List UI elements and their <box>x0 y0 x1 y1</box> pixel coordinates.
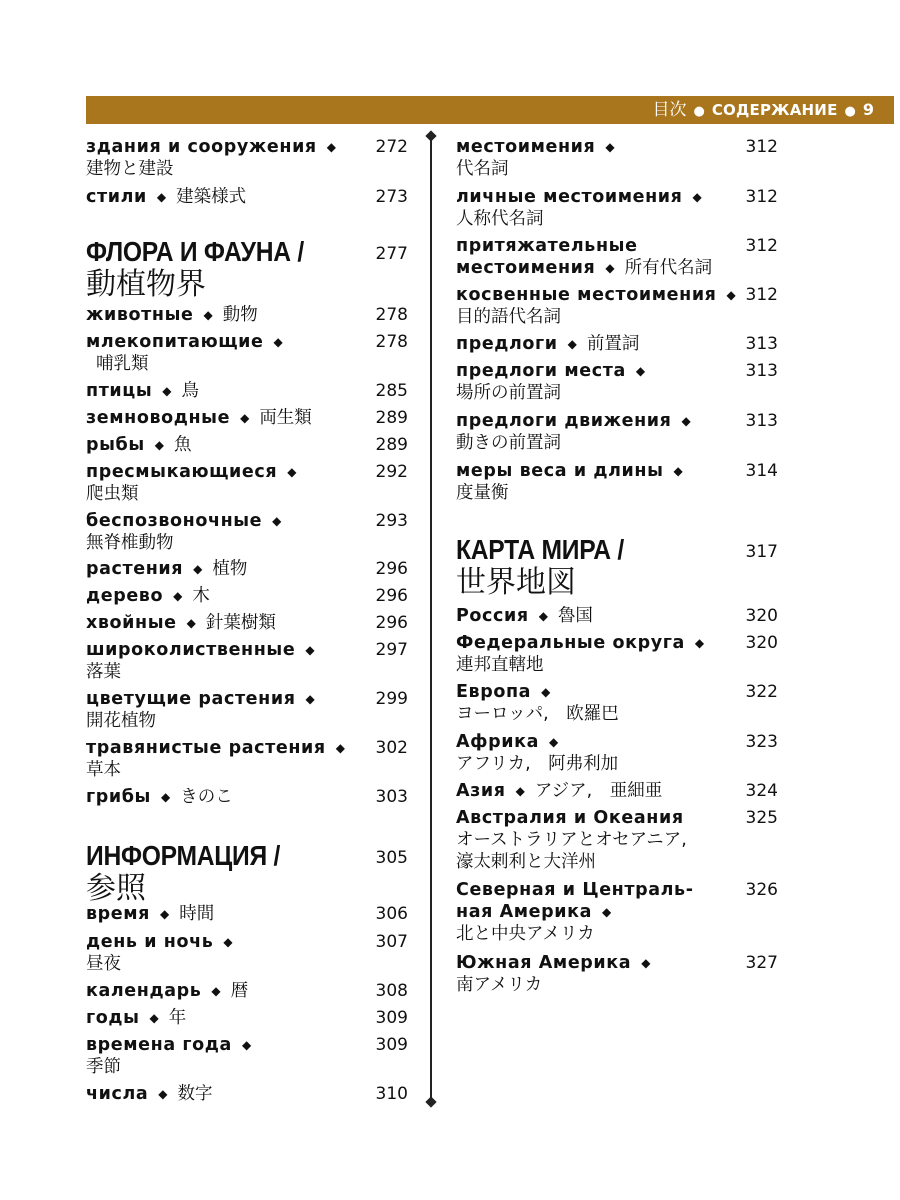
entry-page: 278 <box>375 332 408 352</box>
section-heading[interactable] <box>456 534 778 600</box>
entry-page: 312 <box>745 187 778 207</box>
bullet-icon: ◆ <box>541 685 551 699</box>
bullet-icon: ◆ <box>602 905 612 919</box>
entry-ja: 木 <box>192 586 210 606</box>
bullet-icon: ◆ <box>158 1087 168 1101</box>
toc-entry[interactable] <box>86 407 408 429</box>
entry-page: 312 <box>745 285 778 305</box>
toc-entry[interactable] <box>456 681 778 725</box>
entry-ja: きのこ <box>180 787 233 807</box>
entry-page: 324 <box>745 781 778 801</box>
section-ja: 世界地図 <box>456 565 576 600</box>
entry-page: 313 <box>745 361 778 381</box>
toc-entry[interactable] <box>86 688 408 732</box>
toc-entry[interactable] <box>456 807 778 873</box>
bullet-icon: ◆ <box>211 984 221 998</box>
toc-entry[interactable] <box>86 639 408 683</box>
header-ja: 目次 <box>652 100 687 120</box>
column-divider <box>430 136 432 1102</box>
entry-ja: 場所の前置詞 <box>456 383 561 403</box>
entry-ru: рыбы <box>86 435 145 455</box>
entry-page: 314 <box>745 461 778 481</box>
bullet-icon: ◆ <box>681 414 691 428</box>
entry-ja: 暦 <box>230 981 249 1001</box>
bullet-icon: ◆ <box>635 364 646 378</box>
bullet-icon: ◆ <box>193 562 203 576</box>
entry-ru: местоимения <box>456 258 596 278</box>
toc-entry[interactable] <box>86 136 408 180</box>
entry-ru: широколиственные <box>86 640 296 660</box>
entry-ru: травянистые растения <box>86 738 326 758</box>
entry-ru: Европа <box>456 682 532 702</box>
toc-entry[interactable] <box>86 585 408 607</box>
entry-page: 296 <box>375 613 408 633</box>
toc-entry[interactable] <box>86 737 408 781</box>
entry-ja: オーストラリアとオセアニア, <box>456 830 687 850</box>
entry-page: 296 <box>375 559 408 579</box>
entry-ru: время <box>86 904 151 924</box>
entry-page: 313 <box>745 411 778 431</box>
entry-ja: アジア, 亜細亜 <box>534 781 663 801</box>
entry-page: 273 <box>375 187 408 207</box>
section-ru: ФЛОРА И ФАУНА / <box>86 236 304 267</box>
entry-ja: 北と中央アメリカ <box>456 924 595 944</box>
toc-entry[interactable] <box>86 1034 408 1078</box>
entry-page: 320 <box>745 606 778 626</box>
entry-ja: 鳥 <box>181 381 200 401</box>
entry-ru: предлоги места <box>456 361 626 381</box>
entry-page: 308 <box>375 981 408 1001</box>
header-bullet-2: ● <box>844 104 856 119</box>
entry-ru: животные <box>86 305 194 325</box>
entry-ja: 数字 <box>177 1084 213 1104</box>
bullet-icon: ◆ <box>160 790 171 804</box>
toc-entry[interactable] <box>456 879 778 945</box>
section-ja: 動植物界 <box>86 267 206 302</box>
header-bar <box>86 96 894 124</box>
bullet-icon: ◆ <box>538 609 548 623</box>
toc-entry[interactable] <box>86 186 408 208</box>
entry-ja: 所有代名詞 <box>624 258 713 278</box>
entry-ja: 爬虫類 <box>86 484 139 504</box>
toc-entry[interactable] <box>86 510 408 554</box>
toc-entry[interactable] <box>86 380 408 402</box>
entry-page: 272 <box>375 137 408 157</box>
entry-ja: 無脊椎動物 <box>86 533 174 553</box>
bullet-icon: ◆ <box>673 464 683 478</box>
bullet-icon: ◆ <box>240 411 250 425</box>
toc-entry[interactable] <box>456 235 778 279</box>
toc-entry[interactable] <box>86 331 408 375</box>
entry-page: 278 <box>375 305 408 325</box>
entry-ja: 開花植物 <box>86 711 156 731</box>
entry-ru: Австралия и Океания <box>456 808 684 828</box>
entry-page: 289 <box>375 435 408 455</box>
toc-entry[interactable] <box>86 434 408 456</box>
entry-ru: ная Америка <box>456 902 593 922</box>
entry-ru: дерево <box>86 586 164 606</box>
bullet-icon: ◆ <box>605 261 615 275</box>
header-bullet-1: ● <box>693 104 705 119</box>
header-page-number: 9 <box>862 100 874 119</box>
entry-page: 310 <box>375 1084 408 1104</box>
entry-ja: 人称代名詞 <box>456 209 544 229</box>
toc-entry[interactable] <box>86 980 408 1002</box>
entry-page: 309 <box>375 1008 408 1028</box>
toc-entry[interactable] <box>86 461 408 505</box>
entry-page: 296 <box>375 586 408 606</box>
section-heading[interactable] <box>86 840 408 906</box>
entry-ru: пресмыкающиеся <box>86 462 278 482</box>
entry-ja: 前置詞 <box>586 334 640 354</box>
entry-ja: 建築様式 <box>176 187 247 207</box>
entry-ja: 動物 <box>222 305 258 325</box>
bullet-icon: ◆ <box>694 636 705 650</box>
entry-ru: личные местоимения <box>456 187 683 207</box>
toc-entry[interactable] <box>456 460 778 504</box>
entry-ru: грибы <box>86 787 151 807</box>
entry-ru: меры веса и длины <box>456 461 664 481</box>
entry-ja: 魚 <box>174 435 192 455</box>
entry-ja: 植物 <box>212 559 248 579</box>
entry-page: 293 <box>375 511 408 531</box>
entry-ja: 濠太剌利と大洋州 <box>456 852 596 872</box>
entry-ru: числа <box>86 1084 149 1104</box>
entry-ja: 両生類 <box>259 408 312 428</box>
entry-ja: 哺乳類 <box>96 354 149 374</box>
entry-page: 312 <box>745 236 778 256</box>
bullet-icon: ◆ <box>726 288 736 302</box>
entry-ru: Южная Америка <box>456 953 632 973</box>
toc-entry[interactable] <box>456 780 778 802</box>
section-heading[interactable] <box>86 236 408 302</box>
entry-ja: アフリカ, 阿弗利加 <box>456 754 619 774</box>
section-ja: 参照 <box>86 871 146 906</box>
toc-entry[interactable] <box>456 333 778 355</box>
entry-ru: млекопитающие <box>86 332 264 352</box>
entry-ru: цветущие растения <box>86 689 296 709</box>
entry-page: 307 <box>375 932 408 952</box>
entry-ja: 南アメリカ <box>456 975 543 995</box>
entry-ja: 建物と建設 <box>86 159 174 179</box>
bullet-icon: ◆ <box>162 384 172 398</box>
bullet-icon: ◆ <box>515 784 525 798</box>
bullet-icon: ◆ <box>156 190 167 204</box>
entry-page: 302 <box>375 738 408 758</box>
entry-ja: ヨーロッパ, 欧羅巴 <box>456 704 619 724</box>
toc-entry[interactable] <box>86 558 408 580</box>
entry-ja: 度量衡 <box>456 483 509 503</box>
section-ru: ИНФОРМАЦИЯ / <box>86 840 281 871</box>
bullet-icon: ◆ <box>203 308 213 322</box>
toc-entry[interactable] <box>86 1083 408 1105</box>
entry-ru: Северная и Централь- <box>456 880 694 900</box>
toc-entry[interactable] <box>86 903 408 925</box>
entry-ja: 連邦直轄地 <box>456 655 544 675</box>
entry-page: 306 <box>375 904 408 924</box>
entry-ru: Россия <box>456 606 529 626</box>
entry-ja: 動きの前置詞 <box>456 433 561 453</box>
bullet-icon: ◆ <box>335 741 345 755</box>
bullet-icon: ◆ <box>326 140 337 154</box>
entry-ru: земноводные <box>86 408 231 428</box>
entry-page: 312 <box>745 137 778 157</box>
entry-page: 322 <box>745 682 778 702</box>
entry-page: 309 <box>375 1035 408 1055</box>
section-page: 317 <box>745 542 778 562</box>
entry-page: 299 <box>375 689 408 709</box>
toc-entry[interactable] <box>456 186 778 230</box>
entry-ja: 昼夜 <box>86 954 121 974</box>
entry-ja: 代名詞 <box>456 159 509 179</box>
entry-ru: беспозвоночные <box>86 511 263 531</box>
entry-ru: местоимения <box>456 137 596 157</box>
entry-page: 325 <box>745 808 778 828</box>
bullet-icon: ◆ <box>567 337 577 351</box>
entry-ja: 目的語代名詞 <box>456 307 561 327</box>
entry-ru: притяжательные <box>456 236 638 256</box>
toc-entry[interactable] <box>456 632 778 676</box>
entry-ja: 季節 <box>86 1057 121 1077</box>
bullet-icon: ◆ <box>272 514 282 528</box>
entry-ru: календарь <box>86 981 202 1001</box>
entry-ru: хвойные <box>86 613 177 633</box>
entry-page: 313 <box>745 334 778 354</box>
bullet-icon: ◆ <box>173 589 183 603</box>
entry-ru: растения <box>86 559 184 579</box>
bullet-icon: ◆ <box>305 692 315 706</box>
entry-ru: времена года <box>86 1035 232 1055</box>
entry-ja: 年 <box>168 1008 187 1028</box>
toc-entry[interactable] <box>456 605 778 627</box>
entry-page: 289 <box>375 408 408 428</box>
entry-ja: 草本 <box>86 760 121 780</box>
entry-page: 297 <box>375 640 408 660</box>
header-text <box>652 96 874 124</box>
bullet-icon: ◆ <box>223 935 233 949</box>
bullet-icon: ◆ <box>160 907 170 921</box>
bullet-icon: ◆ <box>273 335 283 349</box>
entry-page: 292 <box>375 462 408 482</box>
entry-ru: предлоги движения <box>456 411 672 431</box>
bullet-icon: ◆ <box>287 465 297 479</box>
entry-ru: Азия <box>456 781 506 801</box>
toc-entry[interactable] <box>86 931 408 975</box>
bullet-icon: ◆ <box>692 190 702 204</box>
bullet-icon: ◆ <box>641 956 651 970</box>
entry-ja: 針葉樹類 <box>205 613 276 633</box>
bullet-icon: ◆ <box>548 735 559 749</box>
entry-ru: предлоги <box>456 334 558 354</box>
entry-page: 320 <box>745 633 778 653</box>
bullet-icon: ◆ <box>149 1011 159 1025</box>
entry-page: 303 <box>375 787 408 807</box>
toc-entry[interactable] <box>456 731 778 775</box>
entry-page: 285 <box>375 381 408 401</box>
bullet-icon: ◆ <box>154 438 165 452</box>
toc-entry[interactable] <box>86 612 408 634</box>
entry-page: 327 <box>745 953 778 973</box>
toc-entry[interactable] <box>456 136 778 180</box>
section-ru: КАРТА МИРА / <box>456 534 624 565</box>
entry-page: 326 <box>745 880 778 900</box>
bullet-icon: ◆ <box>605 140 615 154</box>
section-page: 277 <box>375 244 408 264</box>
entry-ja: 時間 <box>179 904 215 924</box>
entry-ru: Африка <box>456 732 539 752</box>
bullet-icon: ◆ <box>241 1038 252 1052</box>
toc-entry[interactable] <box>86 304 408 326</box>
section-page: 305 <box>375 848 408 868</box>
toc-entry[interactable] <box>456 360 778 404</box>
toc-entry[interactable] <box>456 410 778 454</box>
toc-entry[interactable] <box>456 284 778 328</box>
entry-ru: косвенные местоимения <box>456 285 717 305</box>
toc-entry[interactable] <box>456 952 778 996</box>
entry-ru: день и ночь <box>86 932 214 952</box>
bullet-icon: ◆ <box>186 616 196 630</box>
entry-ja: 魯国 <box>557 606 593 626</box>
entry-ru: стили <box>86 187 147 207</box>
toc-entry[interactable] <box>86 1007 408 1029</box>
toc-entry[interactable] <box>86 786 408 808</box>
header-title: СОДЕРЖАНИЕ <box>711 101 838 119</box>
entry-page: 323 <box>745 732 778 752</box>
entry-ja: 落葉 <box>86 662 121 682</box>
entry-ru: здания и сооружения <box>86 137 317 157</box>
entry-ru: годы <box>86 1008 140 1028</box>
entry-ru: Федеральные округа <box>456 633 685 653</box>
entry-ru: птицы <box>86 381 153 401</box>
bullet-icon: ◆ <box>305 643 315 657</box>
